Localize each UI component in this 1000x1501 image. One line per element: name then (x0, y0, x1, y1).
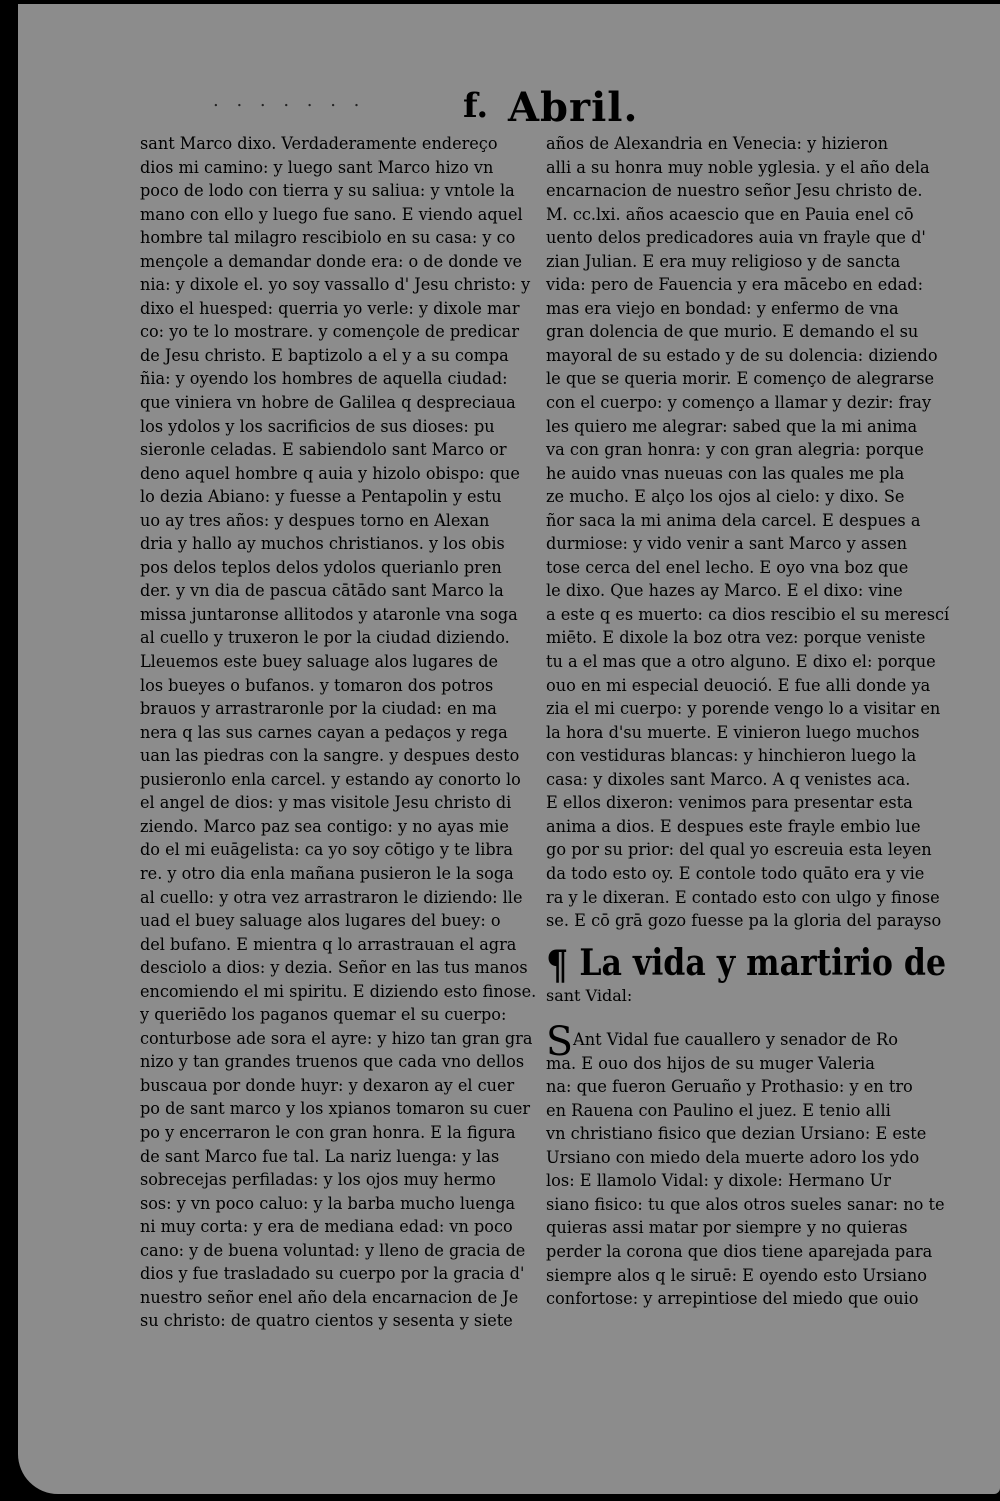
text-line: sos: y vn poco caluo: y la barba mucho luenga (140, 1193, 516, 1213)
text-line: na: que fueron Geruaño y Prothasio: y en tro (546, 1077, 913, 1097)
text-line: pusieronlo enla carcel. y estando ay conorto lo (140, 769, 521, 789)
month-title: Abril. (508, 84, 639, 131)
text-line: go por su prior: del qual yo escreuia esta leyen (546, 840, 932, 860)
text-line: uento delos predicadores auia vn frayle que d' (546, 228, 926, 248)
right-column-text-top (546, 132, 972, 933)
text-line: perder la corona que dios tiene aparejada para (546, 1241, 933, 1261)
text-line: y queriēdo los paganos quemar el su cuerpo: (140, 1005, 507, 1025)
text-line: uad el buey saluage alos lugares del buey: o (140, 911, 501, 931)
text-line: dria y hallo ay muchos christianos. y los obis (140, 534, 505, 554)
text-line: missa juntaronse allitodos y ataronle vna soga (140, 604, 518, 624)
text-line: siempre alos q le siruē: E oyendo esto Ursiano (546, 1265, 927, 1285)
text-line: años de Alexandria en Venecia: y hizieron (546, 134, 889, 153)
text-line-text: Ant Vidal fue cauallero y senador de Ro (573, 1029, 898, 1049)
text-line: desciolo a dios: y dezia. Señor en las tus manos (140, 958, 528, 978)
text-line: poco de lodo con tierra y su saliua: y vntole la (140, 181, 515, 201)
text-line: el angel de dios: y mas visitole Jesu christo di (140, 793, 512, 813)
text-line: nizo y tan grandes truenos que cada vno dellos (140, 1052, 525, 1072)
text-line: dios mi camino: y luego sant Marco hizo vn (140, 157, 494, 177)
text-line: E ellos dixeron: venimos para presentar esta (546, 793, 913, 813)
right-column-text-bottom (546, 1018, 972, 1311)
text-line: siano fisico: tu que alos otros sueles sanar: no te (546, 1194, 945, 1214)
pilcrow-mark: ¶ (546, 941, 569, 989)
text-line: dixo el huesped: querria yo verle: y dixole mar (140, 298, 520, 318)
text-line: con vestiduras blancas: y hinchieron luego la (546, 746, 917, 766)
text-line: he auido vnas nueuas con las quales me pla (546, 463, 905, 483)
text-line: der. y vn dia de pascua cātādo sant Marco la (140, 581, 504, 601)
text-line: buscaua por donde huyr: y dexaron ay el cuer (140, 1075, 515, 1095)
text-line: lo dezia Abiano: y fuesse a Pentapolin y estu (140, 487, 502, 507)
text-line: ouo en mi especial deuoció. E fue alli donde ya (546, 675, 931, 695)
text-line: vn christiano fisico que dezian Ursiano: E este (546, 1124, 927, 1144)
text-line: casa: y dixoles sant Marco. A q venistes aca. (546, 769, 911, 789)
text-line: mano con ello y luego fue sano. E viendo aquel (140, 204, 523, 224)
text-line: los: E llamolo Vidal: y dixole: Hermano Ur (546, 1171, 891, 1191)
right-text-column (546, 132, 972, 1311)
text-line: deno aquel hombre q auia y hizolo obispo: que (140, 463, 520, 483)
text-line: encomiendo el mi spiritu. E diziendo esto finose. (140, 981, 537, 1001)
running-head (18, 84, 1000, 134)
text-line: nia: y dixole el. yo soy vassallo d' Jesu christo: y (140, 275, 531, 295)
text-line: brauos y arrastraronle por la ciudad: en ma (140, 699, 497, 719)
text-line: durmiose: y vido venir a sant Marco y assen (546, 534, 908, 554)
text-line: do el mi euāgelista: ca yo soy cōtigo y te libra (140, 840, 513, 860)
text-line: hombre tal milagro rescibiolo en su casa: y co (140, 228, 516, 248)
text-line: vida: pero de Fauencia y era mācebo en edad: (546, 275, 924, 295)
text-line: da todo esto oy. E contole todo quāto era y vie (546, 863, 925, 883)
text-line: del bufano. E mientra q lo arrastrauan el agra (140, 934, 517, 954)
text-line: que viniera vn hobre de Galilea q despreciaua (140, 393, 516, 413)
text-line: a este q es muerto: ca dios rescibio el su merescí (546, 604, 950, 624)
text-line: en Rauena con Paulino el juez. E tenio alli (546, 1100, 891, 1120)
gutter-shadow (0, 735, 14, 785)
text-line: cano: y de buena voluntad: y lleno de gracia de (140, 1240, 526, 1260)
text-line: tose cerca del enel lecho. E oyo vna boz que (546, 557, 909, 577)
text-line: gran dolencia de que murio. E demando el su (546, 322, 919, 342)
text-line: les quiero me alegrar: sabed que la mi anima (546, 416, 918, 436)
chapter-title: La vida y martirio de (579, 941, 947, 984)
text-line: sobrecejas perfiladas: y los ojos muy hermo (140, 1170, 496, 1190)
text-line: ziendo. Marco paz sea contigo: y no ayas mie (140, 816, 509, 836)
section-marker: f. (463, 86, 489, 126)
text-line: nuestro señor enel año dela encarnacion de Je (140, 1287, 519, 1307)
text-line: pos delos teplos delos ydolos querianlo pren (140, 557, 502, 577)
text-line: sant Marco dixo. Verdaderamente endereço (140, 134, 498, 153)
text-line: ni muy corta: y era de mediana edad: vn poco (140, 1217, 513, 1237)
chapter-heading (546, 941, 947, 989)
text-line: la hora d'su muerte. E vinieron luego muchos (546, 722, 920, 742)
text-line: al cuello: y otra vez arrastraron le diziendo: lle (140, 887, 523, 907)
paper-sheet (18, 4, 1000, 1494)
text-line: co: yo te lo mostrare. y començole de predicar (140, 322, 520, 342)
text-line: los bueyes o bufanos. y tomaron dos potros (140, 675, 494, 695)
text-line: po y encerraron le con gran honra. E la figura (140, 1122, 516, 1142)
text-line: mençole a demandar donde era: o de donde ve (140, 251, 523, 271)
text-line: su christo: de quatro cientos y sesenta y siete (140, 1311, 513, 1331)
text-line: anima a dios. E despues este frayle embio lue (546, 816, 921, 836)
text-line: po de sant marco y los xpianos tomaron su cuer (140, 1099, 531, 1119)
text-line: ra y le dixeran. E contado esto con ulgo y finose (546, 887, 940, 907)
drop-capital: S (546, 1018, 574, 1065)
text-line: nera q las sus carnes cayan a pedaços y rega (140, 722, 508, 742)
text-line: Lleuemos este buey saluage alos lugares de (140, 652, 499, 672)
left-text-column (140, 132, 558, 1333)
text-line: uan las piedras con la sangre. y despues desto (140, 746, 520, 766)
text-line: conturbose ade sora el ayre: y hizo tan gran gra (140, 1028, 533, 1048)
text-line: al cuello y truxeron le por la ciudad diziendo. (140, 628, 510, 648)
folio-marks: . . . . . . . (213, 90, 366, 111)
text-line: uo ay tres años: y despues torno en Alexan (140, 510, 490, 530)
text-line: quieras assi matar por siempre y no quieras (546, 1218, 908, 1238)
text-line: encarnacion de nuestro señor Jesu christo de. (546, 181, 923, 201)
chapter-subheading: sant Vidal: (546, 985, 633, 1005)
text-line: M. cc.lxi. años acaescio que en Pauia enel cō (546, 204, 914, 224)
text-line: de sant Marco fue tal. La nariz luenga: y las (140, 1146, 500, 1166)
text-line: se. E cō grā gozo fuesse pa la gloria del parayso (546, 911, 942, 931)
text-line: los ydolos y los sacrificios de sus dioses: pu (140, 416, 495, 436)
text-line: ze mucho. E alço los ojos al cielo: y dixo. Se (546, 487, 905, 507)
text-line: dios y fue trasladado su cuerpo por la gracia d' (140, 1264, 525, 1284)
text-line: confortose: y arrepintiose del miedo que ouio (546, 1289, 919, 1309)
text-line: zia el mi cuerpo: y porende vengo lo a visitar en (546, 699, 941, 719)
text-line: de Jesu christo. E baptizolo a el y a su compa (140, 345, 509, 365)
text-line: sieronle celadas. E sabiendolo sant Marco or (140, 440, 507, 460)
text-line: va con gran honra: y con gran alegria: porque (546, 440, 924, 460)
text-line: tu a el mas que a otro alguno. E dixo el: porque (546, 652, 936, 672)
text-line: miēto. E dixole la boz otra vez: porque veniste (546, 628, 926, 648)
text-line: re. y otro dia enla mañana pusieron le la soga (140, 863, 514, 883)
text-line: ñor saca la mi anima dela carcel. E despues a (546, 510, 921, 530)
text-line: zian Julian. E era muy religioso y de sancta (546, 251, 901, 271)
text-line: mas era viejo en bondad: y enfermo de vna (546, 298, 899, 318)
text-line: le dixo. Que hazes ay Marco. E el dixo: vine (546, 581, 903, 601)
text-line: Ursiano con miedo dela muerte adoro los ydo (546, 1147, 920, 1167)
text-line: ma. E ouo dos hijos de su muger Valeria (546, 1053, 875, 1073)
text-line: alli a su honra muy noble yglesia. y el año dela (546, 157, 930, 177)
text-line: mayoral de su estado y de su dolencia: diziendo (546, 345, 938, 365)
text-line: ñia: y oyendo los hombres de aquella ciudad: (140, 369, 508, 389)
text-line: con el cuerpo: y començo a llamar y dezir: fray (546, 393, 932, 413)
text-line: le que se queria morir. E començo de alegrarse (546, 369, 935, 389)
